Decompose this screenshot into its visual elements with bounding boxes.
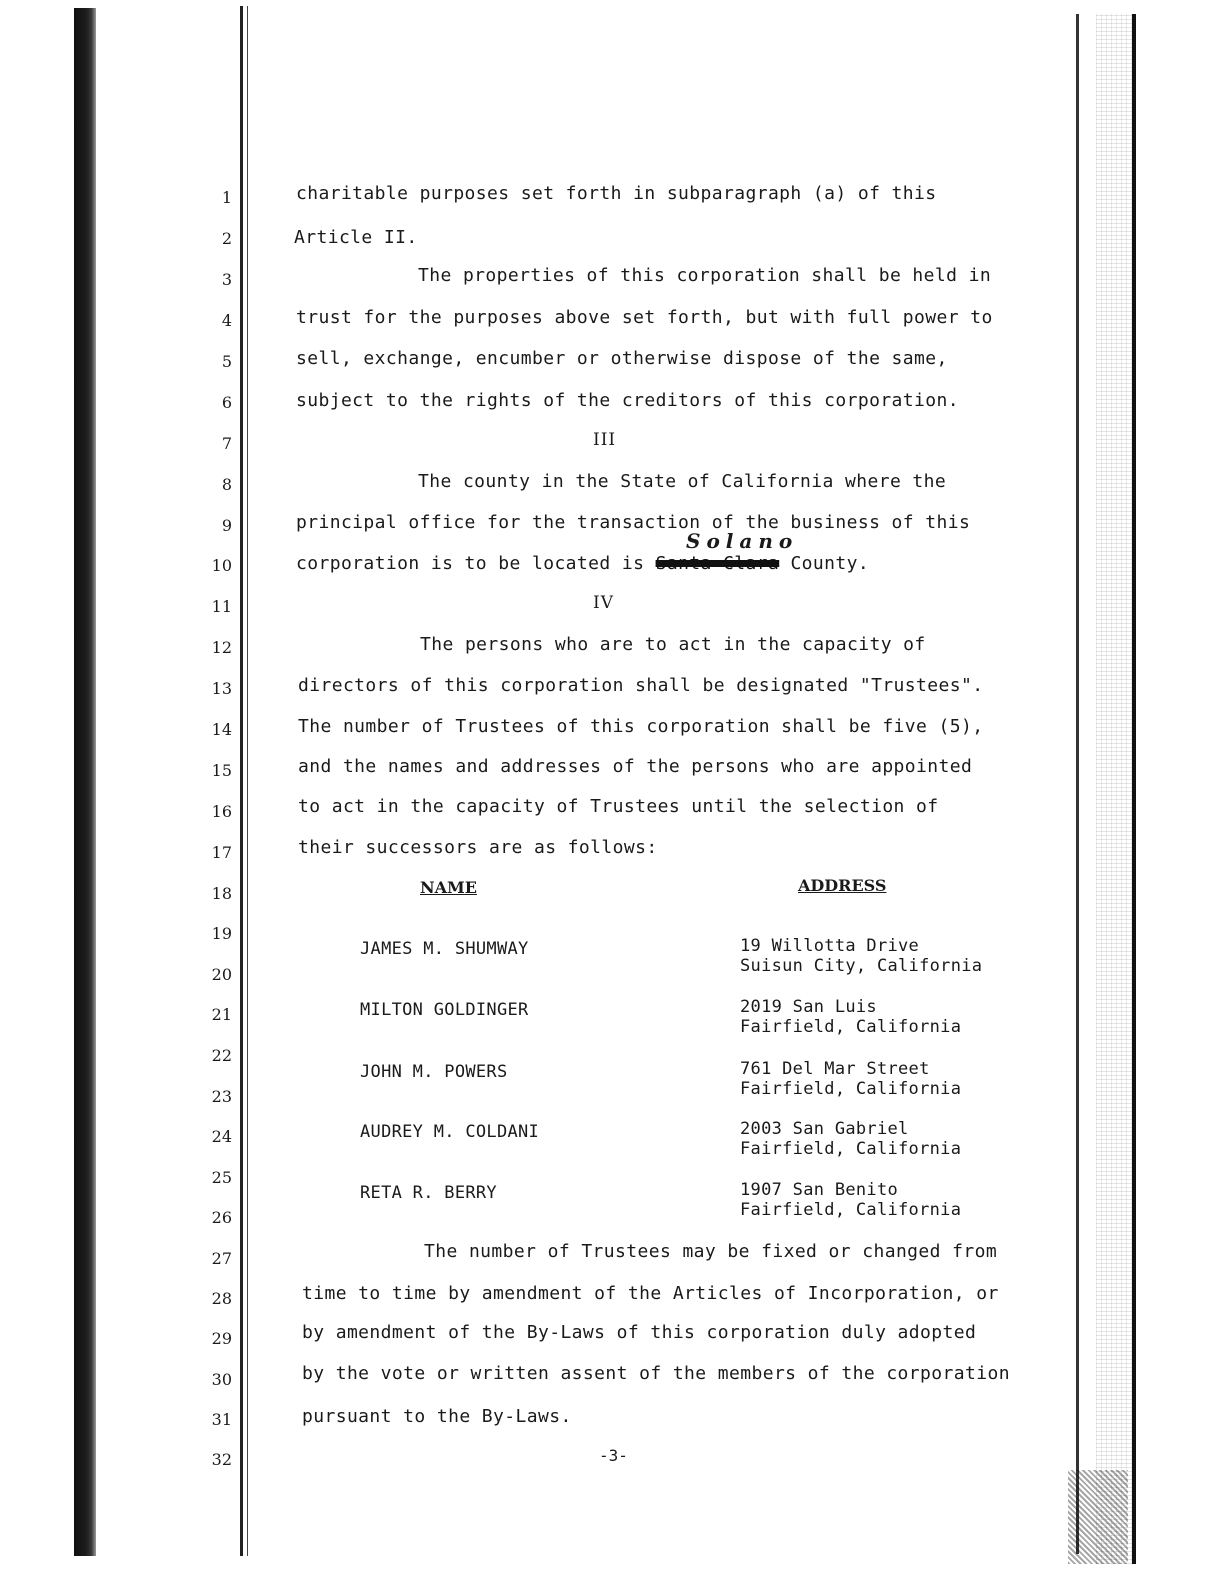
line-number: 5 [221,352,232,371]
body-text-line: by the vote or written assent of the members of the corporation [302,1363,1010,1384]
line-number: 23 [211,1087,232,1106]
body-text-line: principal office for the transaction of the business of this [296,512,971,533]
line-number: 9 [221,516,232,535]
line-number: 32 [211,1450,232,1469]
scan-edge-noise-bottom [1068,1470,1128,1564]
line-number: 2 [221,229,232,248]
column-header-name: NAME [420,878,477,897]
body-text-line: time to time by amendment of the Articles of Incorporation, or [302,1283,999,1304]
body-text-line: sell, exchange, encumber or otherwise dispose of the same, [296,348,948,369]
line-number: 16 [211,802,232,821]
trustee-address-line2: Fairfield, California [740,1079,962,1099]
line-number: 17 [211,843,232,862]
column-header-address: ADDRESS [798,876,887,895]
line-number: 13 [211,679,232,698]
body-text-line: Article II. [294,227,418,248]
line-number: 10 [211,556,232,575]
line-number: 25 [211,1168,232,1187]
body-text-line: and the names and addresses of the persons who are appointed [298,756,973,777]
line-number: 6 [221,393,232,412]
line-number: 8 [221,475,232,494]
line-number: 29 [211,1329,232,1348]
body-text-line: by amendment of the By-Laws of this corporation duly adopted [302,1322,977,1343]
trustee-address-line2: Suisun City, California [740,956,983,976]
margin-rule-left [240,6,248,1556]
line-number: 19 [211,924,232,943]
body-text-line: directors of this corporation shall be designated "Trustees". [298,675,984,696]
trustee-name: MILTON GOLDINGER [360,1000,529,1020]
line-number: 18 [211,884,232,903]
body-text-line: their successors are as follows: [298,837,658,858]
trustee-address-line2: Fairfield, California [740,1017,962,1037]
line-number: 26 [211,1208,232,1227]
body-text-line: to act in the capacity of Trustees until the selection of [298,796,939,817]
handwritten-correction: Solano [686,529,799,553]
line-number: 28 [211,1289,232,1308]
body-text-line: trust for the purposes above set forth, but with full power to [296,307,993,328]
line-number: 15 [211,761,232,780]
line-number: 24 [211,1127,232,1146]
trustee-name: JAMES M. SHUMWAY [360,939,529,959]
line-number: 27 [211,1249,232,1268]
line-number: 1 [221,188,232,207]
line-number: 7 [221,434,232,453]
line-number: 3 [221,270,232,289]
trustee-address-line1: 2019 San Luis [740,997,877,1017]
page-number: -3- [599,1446,628,1465]
line-number: 14 [211,720,232,739]
line-number: 31 [211,1410,232,1429]
article-heading: IV [593,593,614,613]
body-text-line: The number of Trustees may be fixed or changed from [424,1241,998,1262]
trustee-address-line1: 2003 San Gabriel [740,1119,909,1139]
line-number: 4 [221,311,232,330]
body-text-line: pursuant to the By-Laws. [302,1406,572,1427]
line-number: 21 [211,1005,232,1024]
struck-text: Santa Clara [655,553,780,574]
body-text-line: The number of Trustees of this corporation shall be five (5), [298,716,984,737]
trustee-name: JOHN M. POWERS [360,1062,508,1082]
body-text-line [296,553,869,574]
scan-edge-noise-right [1096,14,1136,1564]
trustee-address-line1: 1907 San Benito [740,1180,899,1200]
trustee-name: AUDREY M. COLDANI [360,1122,540,1142]
line-number: 20 [211,965,232,984]
text-segment: County. [779,553,870,574]
line-number: 30 [211,1370,232,1389]
body-text-line: The persons who are to act in the capacity of [420,634,926,655]
body-text-line: charitable purposes set forth in subparagraph (a) of this [296,183,937,204]
trustee-address-line1: 761 Del Mar Street [740,1059,930,1079]
trustee-address-line2: Fairfield, California [740,1139,962,1159]
line-number: 11 [211,597,232,616]
trustee-address-line1: 19 Willotta Drive [740,936,920,956]
scan-edge-shadow-left [74,8,96,1556]
body-text-line: The county in the State of California where the [418,471,947,492]
margin-rule-right [1076,14,1079,1554]
body-text-line: subject to the rights of the creditors of this corporation. [296,390,959,411]
trustee-address-line2: Fairfield, California [740,1200,962,1220]
body-text-line: The properties of this corporation shall be held in [418,265,992,286]
text-segment: corporation is to be located is [296,553,656,574]
line-number: 12 [211,638,232,657]
article-heading: III [593,430,617,450]
line-number: 22 [211,1046,232,1065]
trustee-name: RETA R. BERRY [360,1183,497,1203]
